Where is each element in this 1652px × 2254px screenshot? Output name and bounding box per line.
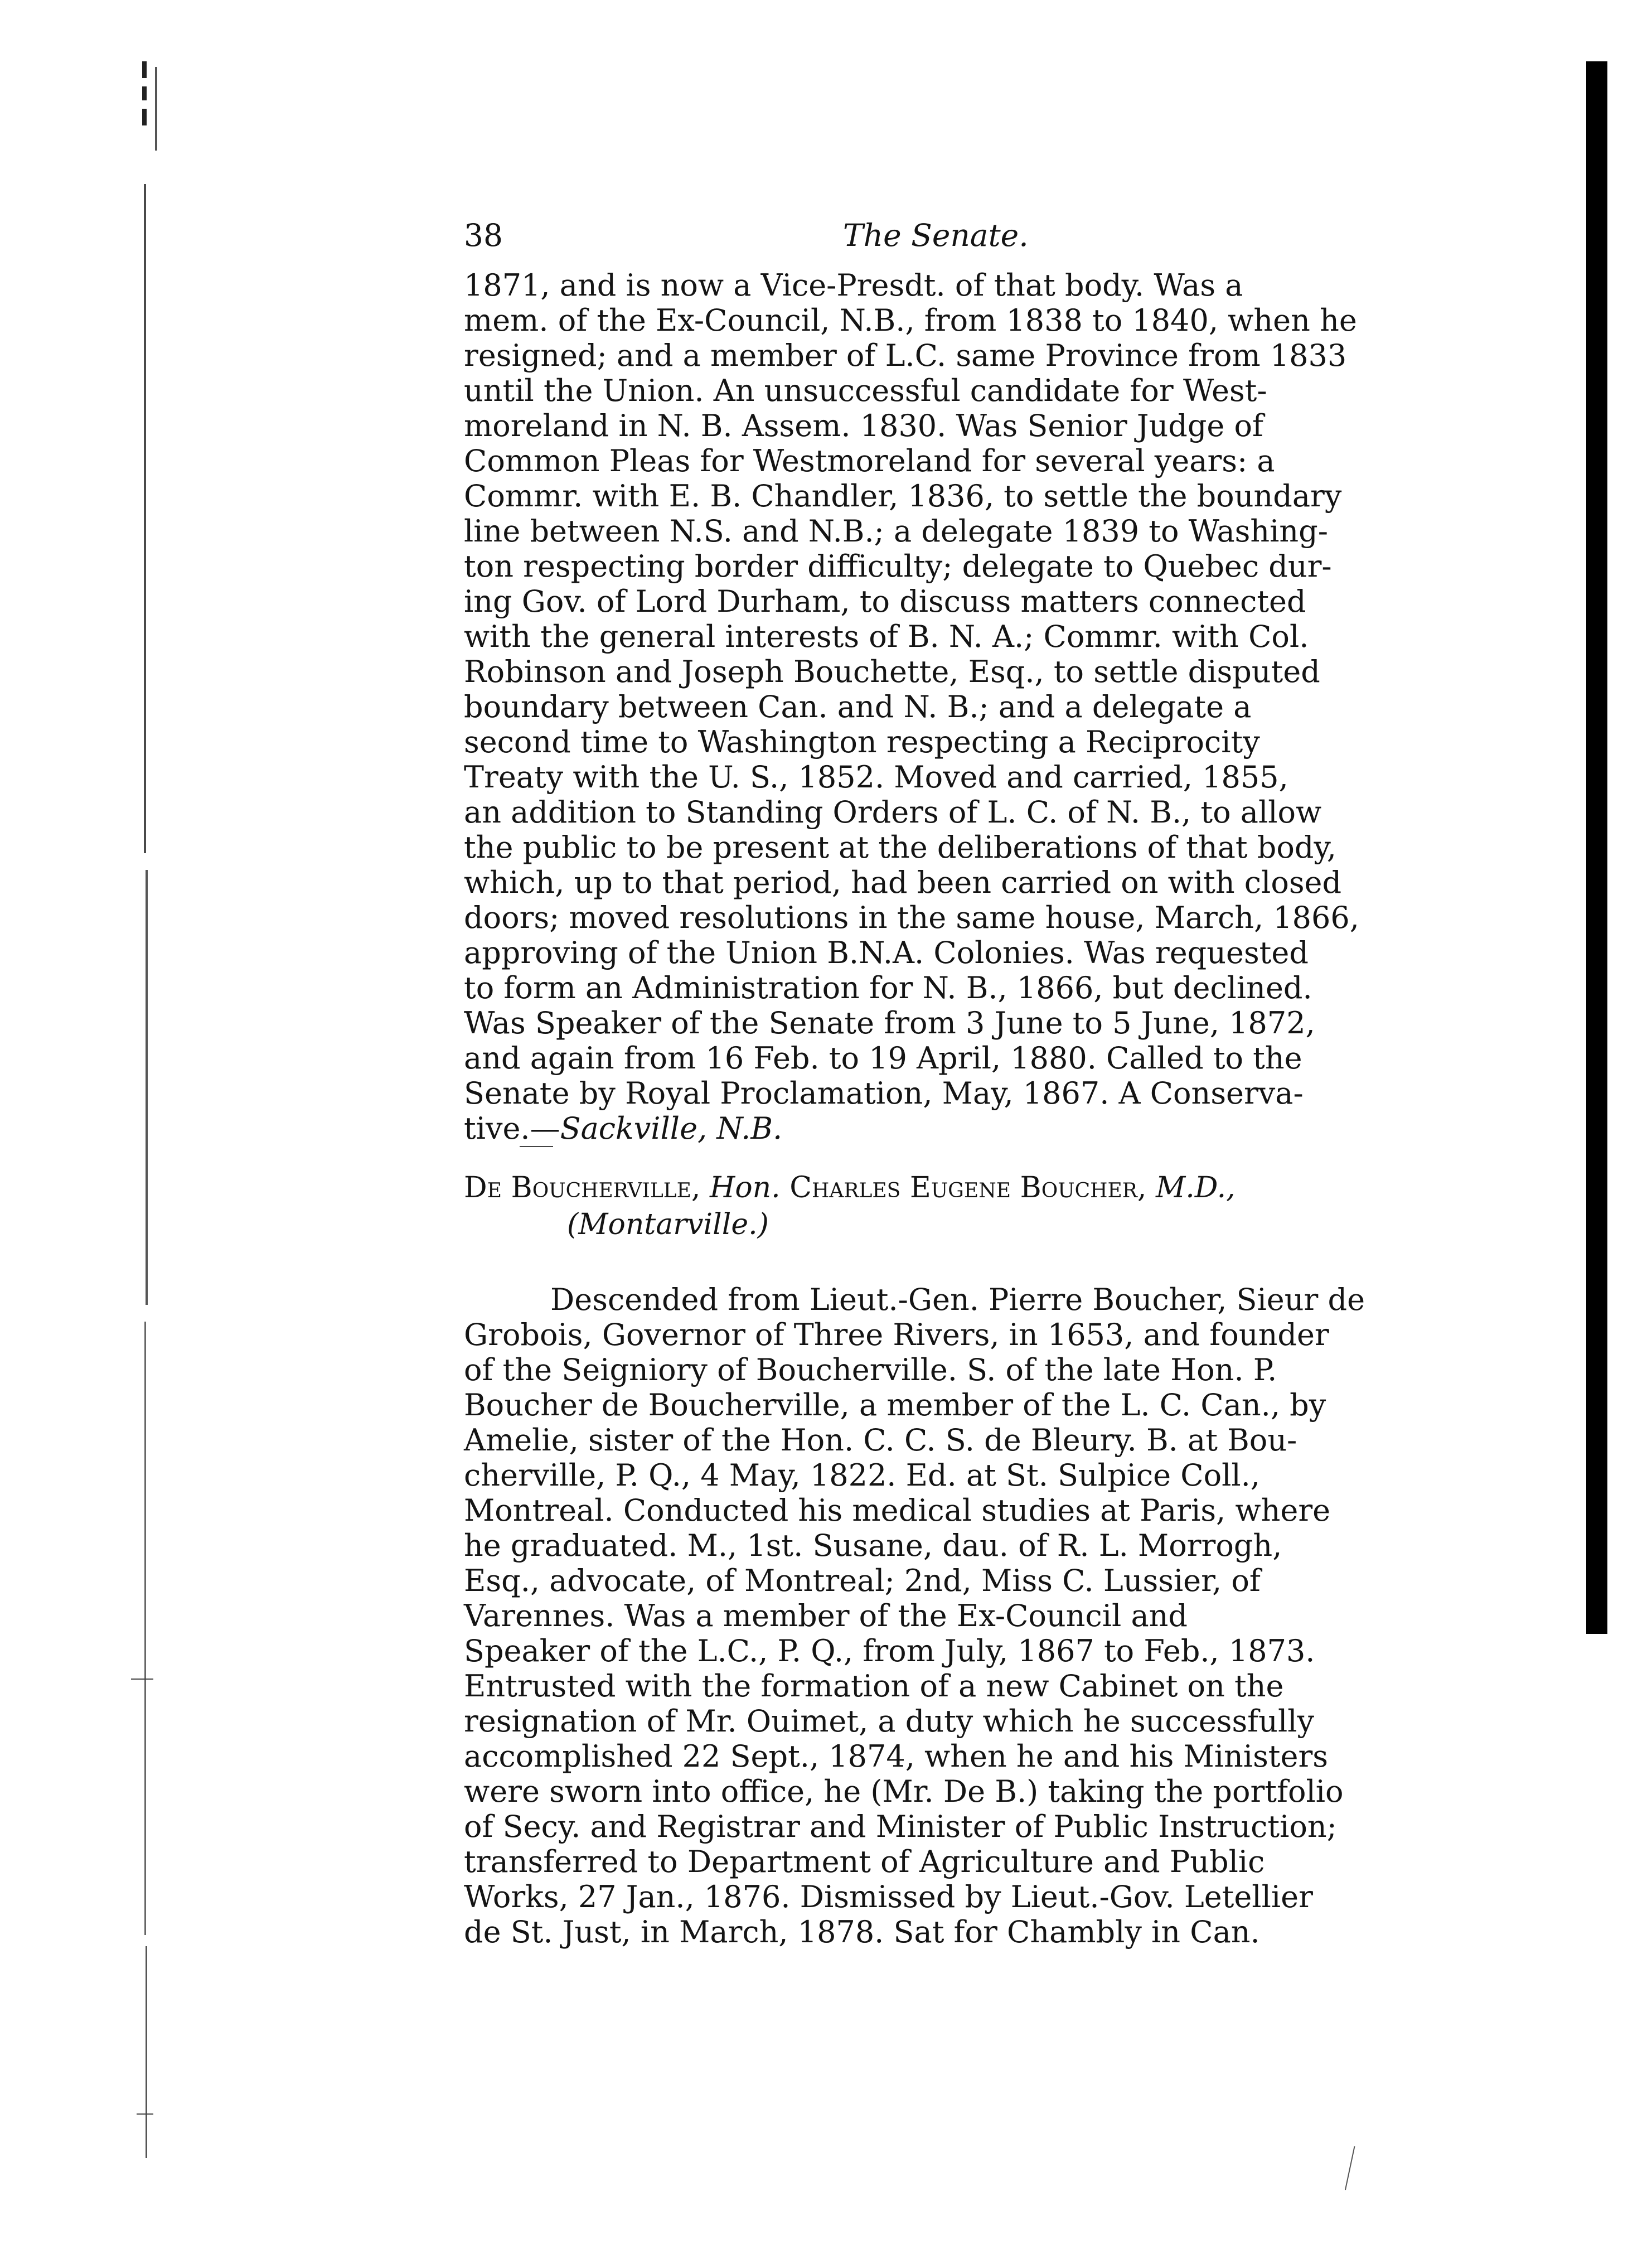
text-line: moreland in N. B. Assem. 1830. Was Senior Judge of <box>464 408 1264 443</box>
text-line: Grobois, Governor of Three Rivers, in 1653, and founder <box>464 1317 1329 1352</box>
residence-place: Sackville, N.B. <box>560 1111 783 1146</box>
text-line: he graduated. M., 1st. Susane, dau. of R. L. Morrogh, <box>464 1528 1282 1563</box>
page-content <box>464 212 1459 1950</box>
text-line: Robinson and Joseph Bouchette, Esq., to settle disputed <box>464 654 1320 689</box>
text-line: ton respecting border difficulty; delegate to Quebec dur- <box>464 549 1332 584</box>
text-line: until the Union. An unsuccessful candidate for West- <box>464 373 1267 408</box>
text-line: Esq., advocate, of Montreal; 2nd, Miss C. Lussier, of <box>464 1563 1261 1598</box>
text-line: Common Pleas for Westmoreland for several years: a <box>464 443 1275 478</box>
text-line: transferred to Department of Agriculture and Public <box>464 1844 1265 1879</box>
text-line: Was Speaker of the Senate from 3 June to 5 June, 1872, <box>464 1005 1315 1041</box>
text-line: accomplished 22 Sept., 1874, when he and his Ministers <box>464 1739 1328 1774</box>
entry-degree: M.D., <box>1155 1171 1236 1205</box>
continuation-paragraph <box>464 268 1459 1146</box>
text-line: cherville, P. Q., 4 May, 1822. Ed. at St. Sulpice Coll., <box>464 1458 1260 1493</box>
text-line: to form an Administration for N. B., 1866, but declined. <box>464 970 1312 1005</box>
entry-given-names: Charles Eugene Boucher, <box>789 1171 1147 1205</box>
running-title: The Senate. <box>843 217 1029 253</box>
text-line: resigned; and a member of L.C. same Province from 1833 <box>464 338 1347 373</box>
text-line: ing Gov. of Lord Durham, to discuss matters connected <box>464 584 1306 619</box>
text-line: approving of the Union B.N.A. Colonies. Was requested <box>464 935 1309 970</box>
text-line: Descended from Lieut.-Gen. Pierre Boucher, Sieur de <box>550 1282 1365 1317</box>
continuation-end-prefix: tive.— <box>464 1111 560 1146</box>
text-line: doors; moved resolutions in the same house, March, 1866, <box>464 900 1359 935</box>
entry-body <box>464 1282 1459 1950</box>
text-line: Boucher de Boucherville, a member of the L. C. Can., by <box>464 1387 1326 1423</box>
text-line: of Secy. and Registrar and Minister of Public Instruction; <box>464 1809 1337 1844</box>
text-line: line between N.S. and N.B.; a delegate 1839 to Washing- <box>464 514 1328 549</box>
entry-honorific: Hon. <box>709 1171 781 1205</box>
text-line: the public to be present at the deliberations of that body, <box>464 830 1336 865</box>
entry-surname: De Boucherville, <box>464 1171 701 1205</box>
text-line: Varennes. Was a member of the Ex-Council and <box>464 1598 1188 1633</box>
text-line: an addition to Standing Orders of L. C. of N. B., to allow <box>464 795 1322 830</box>
text-line: with the general interests of B. N. A.; Commr. with Col. <box>464 619 1309 654</box>
text-line: were sworn into office, he (Mr. De B.) taking the portfolio <box>464 1774 1344 1809</box>
text-line: resignation of Mr. Ouimet, a duty which he successfully <box>464 1704 1314 1739</box>
text-line: and again from 16 Feb. to 19 April, 1880. Called to the <box>464 1041 1302 1076</box>
text-line: which, up to that period, had been carried on with closed <box>464 865 1342 900</box>
entry-separator <box>464 1146 1459 1158</box>
text-line: Commr. with E. B. Chandler, 1836, to settle the boundary <box>464 478 1342 514</box>
text-line: Speaker of the L.C., P. Q., from July, 1867 to Feb., 1873. <box>464 1633 1315 1668</box>
text-line: Montreal. Conducted his medical studies at Paris, where <box>464 1493 1331 1528</box>
text-line: 1871, and is now a Vice-Presdt. of that body. Was a <box>464 268 1243 303</box>
entry-riding: (Montarville.) <box>567 1208 769 1241</box>
scan-mark <box>1345 2146 1366 2193</box>
text-line-end <box>464 1111 1459 1146</box>
entry-heading <box>464 1169 1459 1243</box>
scan-edge-bar <box>1586 61 1607 1634</box>
page-number: 38 <box>464 217 503 253</box>
text-line: Entrusted with the formation of a new Cabinet on the <box>464 1668 1284 1704</box>
text-line: boundary between Can. and N. B.; and a delegate a <box>464 689 1252 724</box>
text-line: of the Seigniory of Boucherville. S. of the late Hon. P. <box>464 1352 1277 1387</box>
text-line: mem. of the Ex-Council, N.B., from 1838 to 1840, when he <box>464 303 1357 338</box>
running-head <box>464 212 1459 268</box>
text-line: Works, 27 Jan., 1876. Dismissed by Lieut.-Gov. Letellier <box>464 1879 1313 1914</box>
text-line: Amelie, sister of the Hon. C. C. S. de Bleury. B. at Bou- <box>464 1423 1297 1458</box>
text-line: de St. Just, in March, 1878. Sat for Chambly in Can. <box>464 1914 1260 1950</box>
scan-binding-edge <box>120 61 170 2180</box>
text-line: second time to Washington respecting a Reciprocity <box>464 724 1260 760</box>
text-line: Senate by Royal Proclamation, May, 1867. A Conserva- <box>464 1076 1304 1111</box>
text-line: Treaty with the U. S., 1852. Moved and carried, 1855, <box>464 760 1288 795</box>
